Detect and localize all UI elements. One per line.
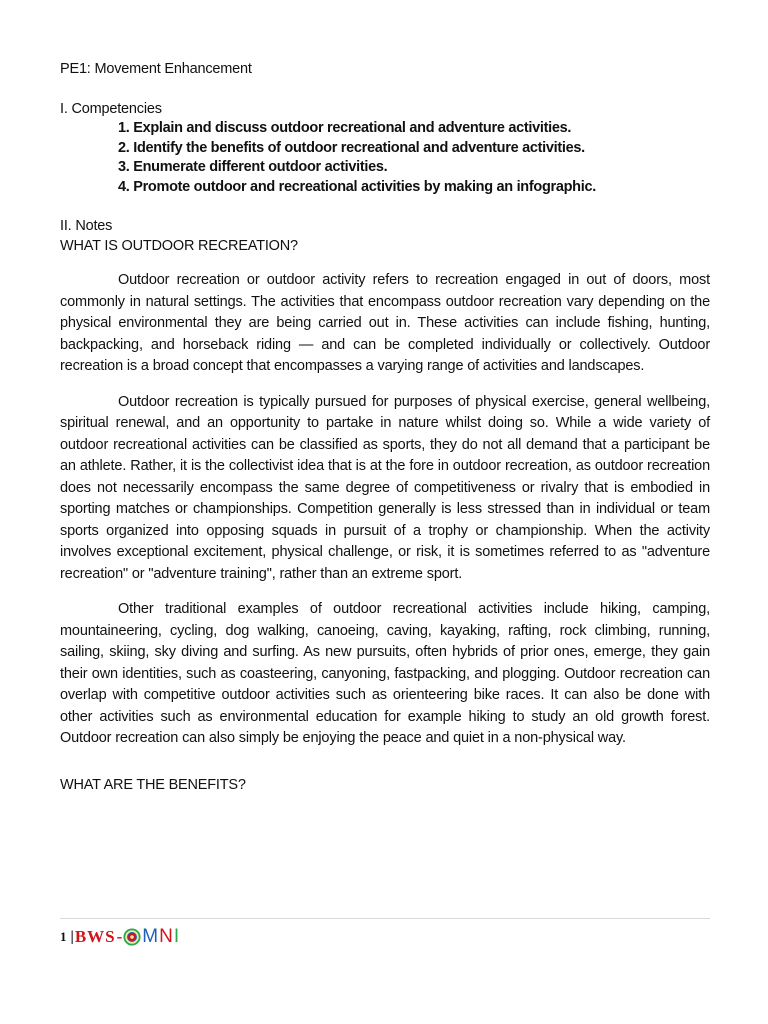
brand-letter-n: N <box>159 926 174 947</box>
brand-bws: BWS <box>74 927 116 946</box>
benefits-heading: WHAT ARE THE BENEFITS? <box>60 776 246 793</box>
competency-item: 1. Explain and discuss outdoor recreational and adventure activities. <box>118 120 572 136</box>
paragraph: Outdoor recreation or outdoor activity refers to recreation engaged in out of doors, most commonly in natural settings. The activities that encompass outdoor recreation vary depending on the physical environmental they are being carried out in. These activities can include fishing, hunting, backpacking, and horseback riding — and can be completed individually or collectively. Outdoor recreation is a broad concept that encompasses a varying range of activities and landscapes. <box>60 272 710 374</box>
document-title: PE1: Movement Enhancement <box>60 61 252 77</box>
notes-heading: II. Notes <box>60 218 113 234</box>
paragraph: Other traditional examples of outdoor recreational activities include hiking, camping, mountaineering, cycling, dog walking, canoeing, caving, kayaking, rafting, rock climbing, running, sailing, skiing, sky diving and surfing. As new pursuits, often hybrids of prior ones, emerge, they gain their own identities, such as coasteering, canyoning, fastpacking, and plogging. Outdoor recreation can overlap with competitive outdoor activities such as orienteering bike races. It can also be done with other activities such as environmental education for example hiking to study an old growth forest. Outdoor recreation can also simply be enjoying the peace and quiet in a non-physical way. <box>60 601 710 746</box>
competency-item: 4. Promote outdoor and recreational activities by making an infographic. <box>118 178 596 195</box>
competency-item: 3. Enumerate different outdoor activities. <box>118 159 388 175</box>
competencies-heading: I. Competencies <box>60 100 162 117</box>
brand-letter-m: M <box>142 926 160 947</box>
competency-item: 2. Identify the benefits of outdoor recreational and adventure activities. <box>118 139 585 156</box>
brand-omni-logo <box>123 926 180 948</box>
page-number: 1 <box>60 929 67 944</box>
paragraph: Outdoor recreation is typically pursued for purposes of physical exercise, general wellbeing, spiritual renewal, and an opportunity to partake in nature whilst doing so. While a wide variety of outdoor recreational activities can be classified as sports, they do not all demand that a participant be an athlete. Rather, it is the collectivist idea that is at the fore in outdoor recreation, as outdoor recreation does not necessarily encompass the same degree of competitiveness or rivalry that is embodied in sporting matches or championships. Competition generally is less stressed than in individual or team sports organized into opposing squads in pursuit of a trophy or championship. When the activity involves exceptional excitement, physical challenge, or risk, it is sometimes referred to as "adventure recreation" or "adventure training", rather than an extreme sport. <box>60 393 710 582</box>
seal-o-icon <box>123 928 141 946</box>
footer-divider <box>60 918 710 919</box>
page-footer <box>60 926 180 948</box>
document-page <box>60 60 710 795</box>
footer-separator: | <box>70 928 74 945</box>
brand-letter-i: I <box>173 926 181 947</box>
section-heading: WHAT IS OUTDOOR RECREATION? <box>60 237 298 254</box>
brand-dash: - <box>116 927 123 946</box>
